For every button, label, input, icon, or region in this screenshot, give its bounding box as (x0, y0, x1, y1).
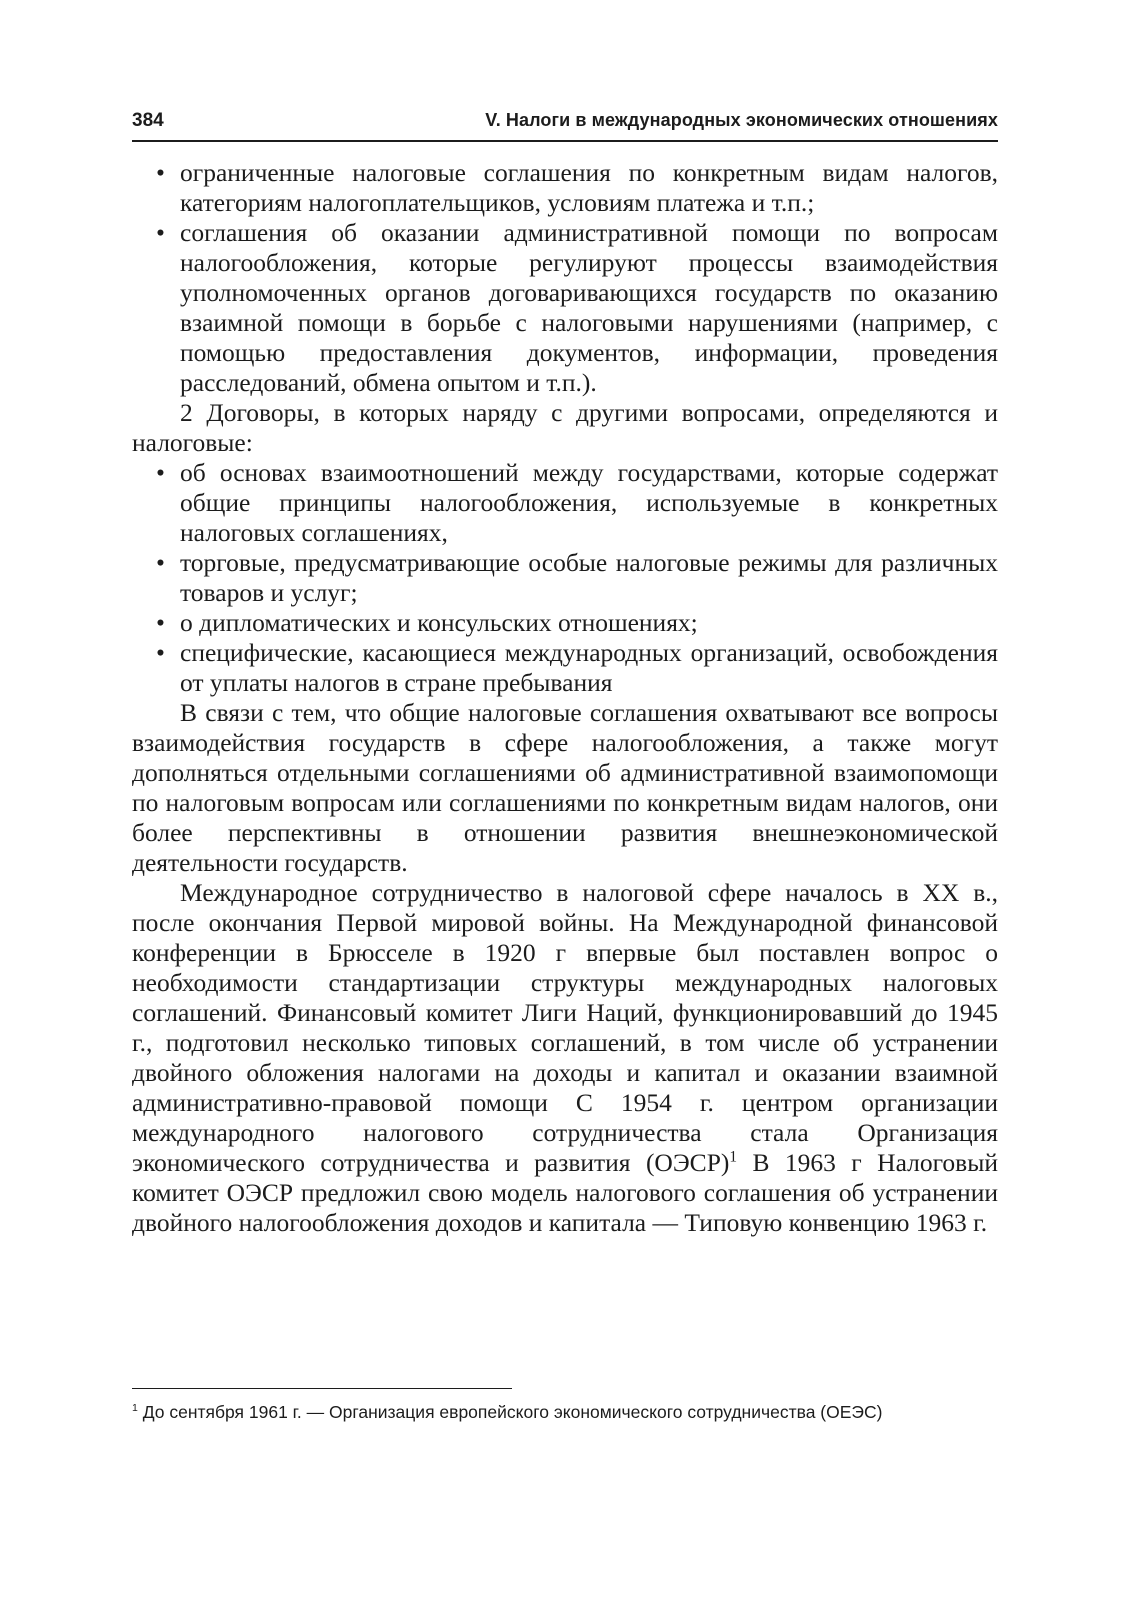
list-item: • о дипломатических и консульских отношениях; (156, 608, 698, 637)
book-page (132, 110, 999, 1422)
footnote-divider (132, 1388, 512, 1389)
list-item: • об основах взаимоотношений между государствами, которые содержат общие принципы налогообложения, используемые в конкретных налоговых соглашениях, (156, 458, 998, 547)
footnote-marker: 1 (132, 1402, 138, 1415)
list-item: • ограниченные налоговые соглашения по конкретным видам налогов, категориям налогоплательщиков, условиям платежа и т.п.; (156, 158, 998, 217)
bullet-icon: • (156, 548, 165, 577)
bullet-icon: • (156, 638, 165, 667)
agreement-types-list (132, 158, 998, 398)
bullet-icon: • (156, 158, 165, 187)
paragraph: 2 Договоры, в которых наряду с другими вопросами, определяются и налоговые: (132, 398, 998, 457)
list-item: • соглашения об оказании административной помощи по вопросам налогообложения, которые регулируют процессы взаимодействия уполномоченных органов договаривающихся государств по оказанию взаимной помощи в борьбе с налоговыми нарушениями (например, с помощью предоставления документов, информации, проведения расследований, обмена опытом и т.п.). (156, 218, 998, 397)
paragraph: В связи с тем, что общие налоговые соглашения охватывают все вопросы взаимодействия государств в сфере налогообложения, а также могут дополняться отдельными соглашениями об административной взаимопомощи по налоговым вопросам или соглашениями по конкретным видам налогов, они более перспективны в отношении развития внешнеэкономической деятельности государств. (132, 698, 998, 877)
bullet-icon: • (156, 218, 165, 247)
list-item: • торговые, предусматривающие особые налоговые режимы для различных товаров и услуг; (156, 548, 998, 607)
bullet-icon: • (156, 608, 165, 637)
bullet-icon: • (156, 458, 165, 487)
footnote-reference: 1 (729, 1148, 738, 1166)
footnote: $^1$ До сентября 1961 г. — Организация европейского экономического сотрудничества (ОЕЭС) (132, 1402, 883, 1422)
main-text (132, 158, 998, 1238)
running-head (132, 110, 998, 142)
paragraph: Международное сотрудничество в налоговой сфере началось в XX в., после окончания Первой мировой войны. На Международной финансовой конференции в Брюсселе в 1920 г впервые был поставлен вопрос о необходимости стандартизации структуры международных налоговых соглашений. Финансовый комитет Лиги Наций, функционировавший до 1945 г., подготовил несколько типовых соглашений, в том числе об устранении двойного обложения налогами на доходы и капитал и оказании взаимной административно-правовой помощи С 1954 г. центром организации международного налогового сотрудничества стала Организация экономического сотрудничества и развития (ОЭСР)$^1$ В 1963 г Налоговый комитет ОЭСР предложил свою модель налогового соглашения об устранении двойного налогообложения доходов и капитала — Типовую конвенцию 1963 г. (132, 878, 999, 1237)
list-item: • специфические, касающиеся международных организаций, освобождения от уплаты налогов в стране пребывания (156, 638, 998, 697)
section-title: V. Налоги в международных экономических отношениях (485, 110, 998, 130)
page-number: 384 (132, 110, 164, 131)
treaty-types-list (132, 458, 998, 698)
